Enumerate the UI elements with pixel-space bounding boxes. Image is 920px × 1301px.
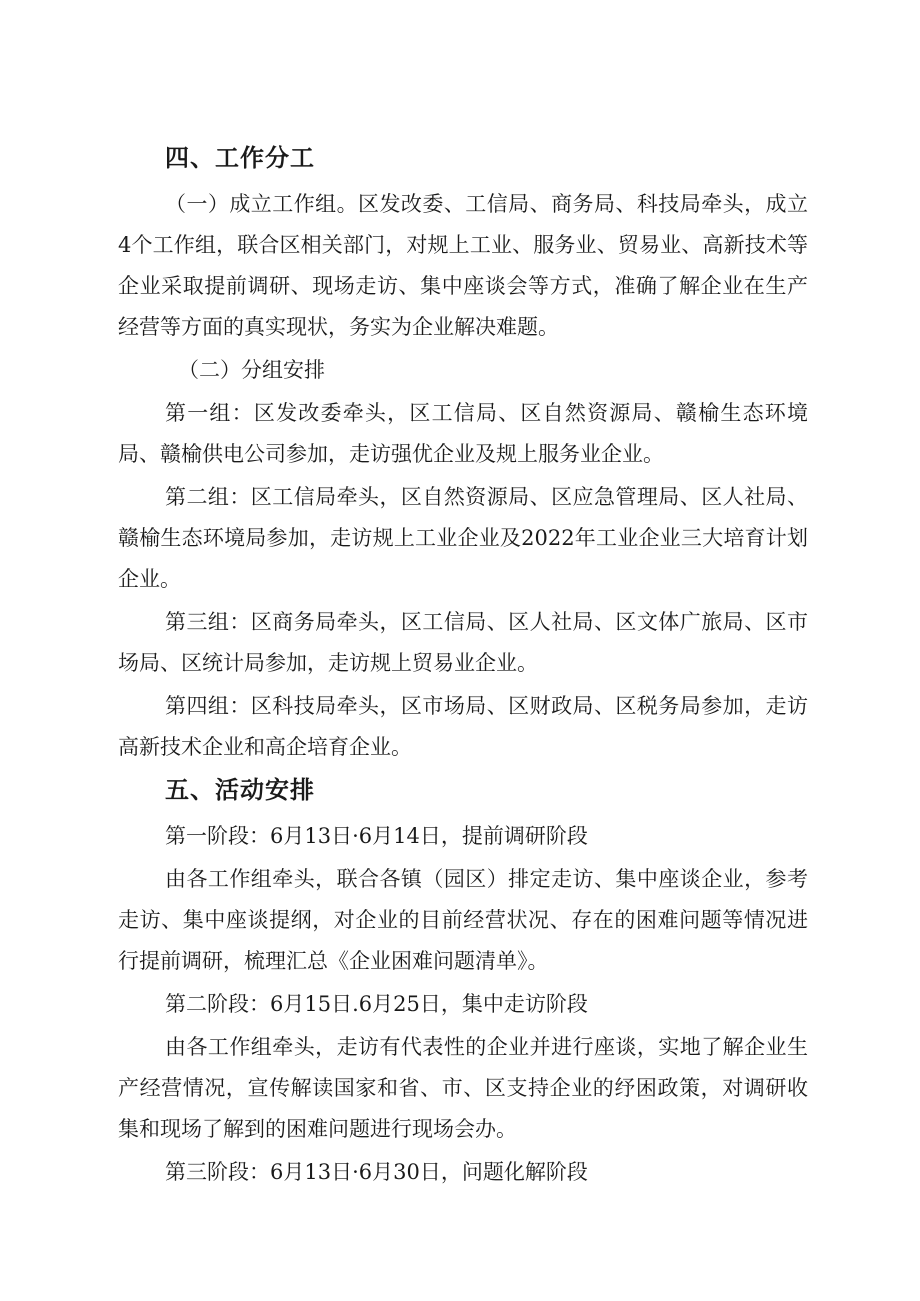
stage-2-body: 由各工作组牵头，走访有代表性的企业并进行座谈，实地了解企业生产经营情况，宣传解读国家和省、市、区支持企业的纾困政策，对调研收集和现场了解到的困难问题进行现场会办。 bbox=[118, 1035, 808, 1141]
section-4-subheading-2: （二）分组安排 bbox=[178, 358, 325, 382]
group-2-paragraph: 第二组：区工信局牵头，区自然资源局、区应急管理局、区人社局、赣榆生态环境局参加，走访规上工业企业及2022年工业企业三大培育计划企业。 bbox=[118, 485, 808, 591]
stage-2-title: 第二阶段：6月15日.6月25日，集中走访阶段 bbox=[165, 992, 588, 1016]
group-1-paragraph: 第一组：区发改委牵头，区工信局、区自然资源局、赣榆生态环境局、赣榆供电公司参加，走访强优企业及规上服务业企业。 bbox=[118, 401, 808, 466]
group-4-paragraph: 第四组：区科技局牵头，区市场局、区财政局、区税务局参加，走访高新技术企业和高企培育企业。 bbox=[118, 694, 808, 759]
stage-1-title: 第一阶段：6月13日·6月14日，提前调研阶段 bbox=[165, 824, 588, 848]
section-4-heading: 四、工作分工 bbox=[165, 144, 315, 172]
document-page bbox=[118, 138, 808, 1195]
group-3-paragraph: 第三组：区商务局牵头，区工信局、区人社局、区文体广旅局、区市场局、区统计局参加，走访规上贸易业企业。 bbox=[118, 610, 808, 675]
section-4-paragraph-1: （一）成立工作组。区发改委、工信局、商务局、科技局牵头，成立4个工作组，联合区相关部门，对规上工业、服务业、贸易业、高新技术等企业采取提前调研、现场走访、集中座谈会等方式，准确了解企业在生产经营等方面的真实现状，务实为企业解决难题。 bbox=[118, 192, 808, 339]
stage-1-body: 由各工作组牵头，联合各镇（园区）排定走访、集中座谈企业，参考走访、集中座谈提纲，对企业的目前经营状况、存在的困难问题等情况进行提前调研，梳理汇总《企业困难问题清单》。 bbox=[118, 867, 808, 973]
stage-3-title: 第三阶段：6月13日·6月30日，问题化解阶段 bbox=[165, 1160, 588, 1184]
section-5-heading: 五、活动安排 bbox=[165, 776, 315, 804]
